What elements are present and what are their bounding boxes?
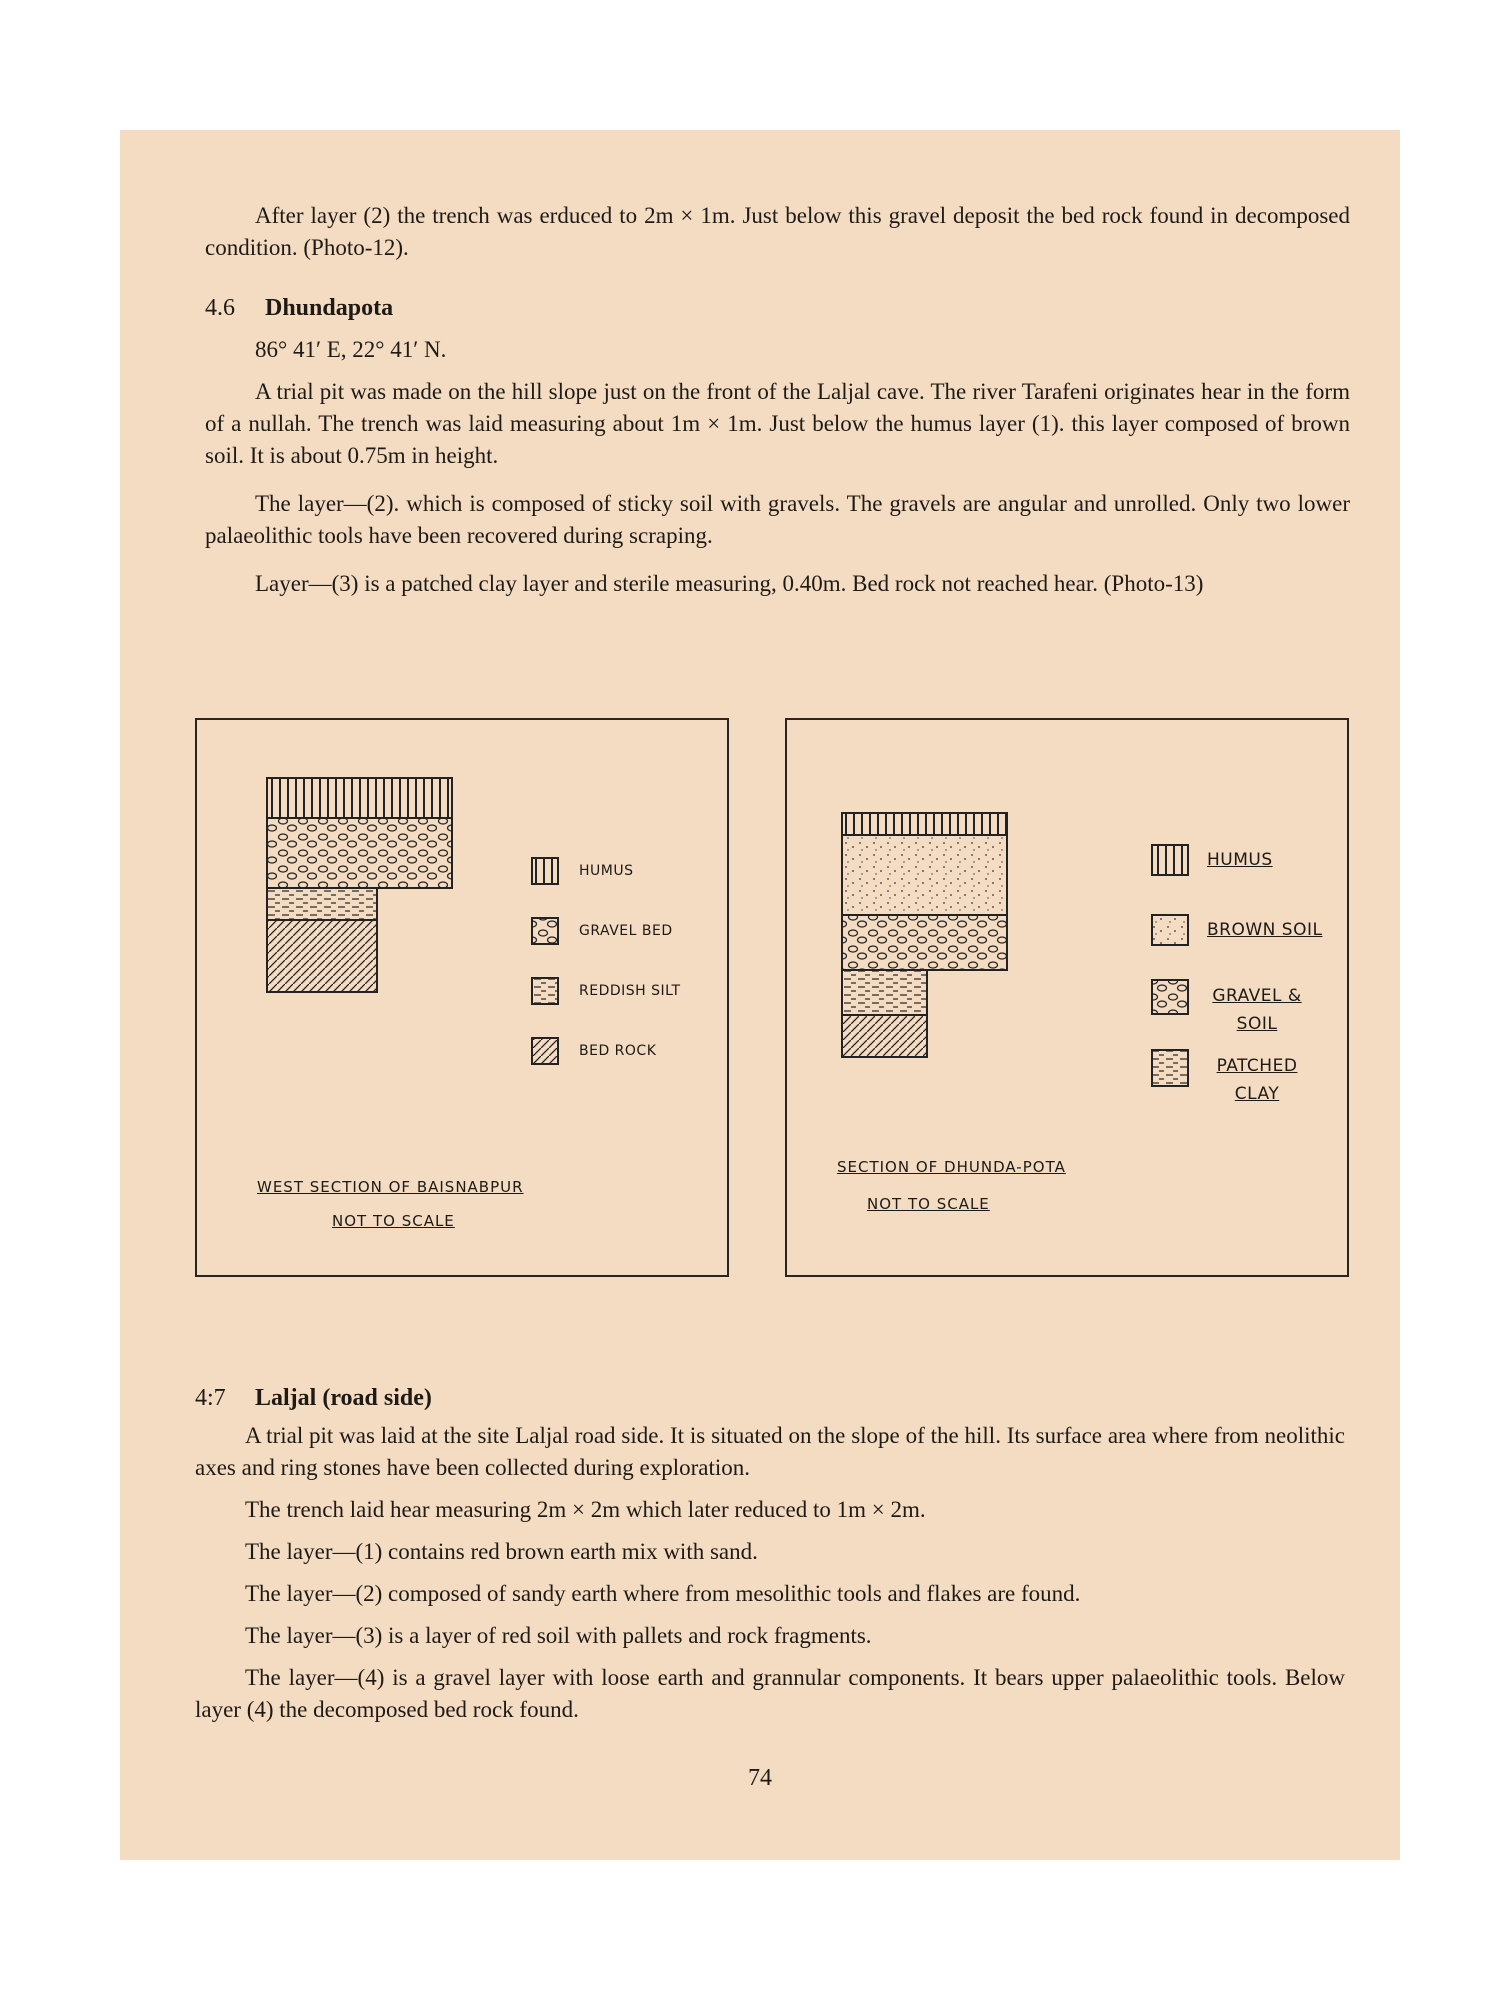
legend-label: GRAVEL & SOIL <box>1212 986 1302 1034</box>
legend-swatch-humus <box>532 858 558 884</box>
paragraph-laljal-layer-2: The layer—(2) composed of sandy earth where from mesolithic tools and flakes are found. <box>245 1581 1081 1606</box>
layer-bed-rock <box>267 920 377 992</box>
section-number: 4:7 <box>195 1385 226 1411</box>
legend-swatch-gravel-soil <box>1152 980 1188 1014</box>
legend-row-humus <box>569 863 634 879</box>
stratigraphy-column-right <box>842 813 1007 1057</box>
layer-patched-clay <box>842 970 927 1015</box>
page-number: 74 <box>748 1765 772 1791</box>
legend-swatch-silt <box>532 978 558 1004</box>
paragraph-trench-reduced: After layer (2) the trench was erduced to 2m × 1m. Just below this gravel deposit the bed rock found in decomposed condition. (Photo-12). <box>205 203 1350 260</box>
legend-label: BED ROCK <box>579 1043 657 1059</box>
section-title: Laljal (road side) <box>255 1385 432 1411</box>
paragraph-laljal-layer-4: The layer—(4) is a gravel layer with loose earth and grannular components. It bears upper palaeolithic tools. Below layer (4) the decomposed bed rock found. <box>195 1665 1345 1722</box>
figures-area <box>195 718 1360 1278</box>
legend-row-gravel <box>569 923 673 939</box>
paragraph-laljal-trench: The trench laid hear measuring 2m × 2m which later reduced to 1m × 2m. <box>245 1497 926 1522</box>
legend-swatch-humus <box>1152 845 1188 875</box>
layer-humus <box>267 778 452 818</box>
legend-row-gravel-soil <box>1197 982 1307 1038</box>
legend-row-patched-clay <box>1197 1052 1307 1108</box>
stratigraphy-column-left <box>267 778 452 992</box>
section-heading-dhundapota <box>205 292 1350 324</box>
section-number: 4.6 <box>205 295 235 321</box>
paragraph-layer-3: Layer—(3) is a patched clay layer and sterile measuring, 0.40m. Bed rock not reached hear. (Photo-13) <box>255 571 1204 596</box>
legend-label: HUMUS <box>1207 850 1273 870</box>
text-block-bottom <box>195 1382 1345 1726</box>
figure-caption-right: SECTION OF DHUNDA-POTA <box>837 1158 1066 1176</box>
legend-row-rock <box>569 1043 656 1059</box>
legend-label: GRAVEL BED <box>579 923 673 939</box>
scale-note-right: NOT TO SCALE <box>867 1195 990 1213</box>
figure-west-section-baisnabpur <box>195 718 729 1277</box>
paragraph-laljal-layer-3: The layer—(3) is a layer of red soil with pallets and rock fragments. <box>245 1623 872 1648</box>
figure-section-dhunda-pota <box>785 718 1349 1277</box>
layer-gravel-bed <box>267 818 452 888</box>
paragraph-laljal-layer-1: The layer—(1) contains red brown earth mix with sand. <box>245 1539 758 1564</box>
paragraph-laljal-trial-pit: A trial pit was laid at the site Laljal road side. It is situated on the slope of the hill. Its surface area where from neolithic axes and ring stones have been collected during exploration. <box>195 1423 1345 1480</box>
layer-gravel-soil <box>842 915 1007 970</box>
layer-bed-rock <box>842 1015 927 1057</box>
legend-row-humus <box>1197 850 1273 870</box>
legend-label: REDDISH SILT <box>579 983 681 999</box>
section-heading-laljal <box>195 1382 1345 1414</box>
legend-label: PATCHED CLAY <box>1216 1056 1298 1104</box>
legend-swatch-gravel <box>532 918 558 944</box>
layer-brown-soil <box>842 835 1007 915</box>
figure-caption-left: WEST SECTION OF BAISNABPUR <box>257 1178 524 1196</box>
legend-swatch-brown-soil <box>1152 915 1188 945</box>
legend-row-brown-soil <box>1197 920 1322 940</box>
legend-swatch-rock <box>532 1038 558 1064</box>
section-title: Dhundapota <box>265 295 394 321</box>
coordinates: 86° 41′ E, 22° 41′ N. <box>255 337 447 362</box>
legend-label: BROWN SOIL <box>1207 920 1323 940</box>
legend-label: HUMUS <box>579 863 634 879</box>
book-page <box>120 130 1400 1860</box>
layer-humus <box>842 813 1007 835</box>
legend-swatch-patched-clay <box>1152 1050 1188 1086</box>
legend-row-silt <box>569 983 681 999</box>
paragraph-trial-pit: A trial pit was made on the hill slope just on the front of the Laljal cave. The river Tarafeni originates hear in the form of a nullah. The trench was laid measuring about 1m × 1m. Just below the humus layer (1). this layer composed of brown soil. It is about 0.75m in height. <box>205 379 1350 468</box>
scale-note-left: NOT TO SCALE <box>332 1212 455 1230</box>
layer-reddish-silt <box>267 888 377 920</box>
paragraph-layer-2: The layer—(2). which is composed of sticky soil with gravels. The gravels are angular and unrolled. Only two lower palaeolithic tools have been recovered during scraping. <box>205 491 1350 548</box>
text-block-top <box>205 200 1350 600</box>
